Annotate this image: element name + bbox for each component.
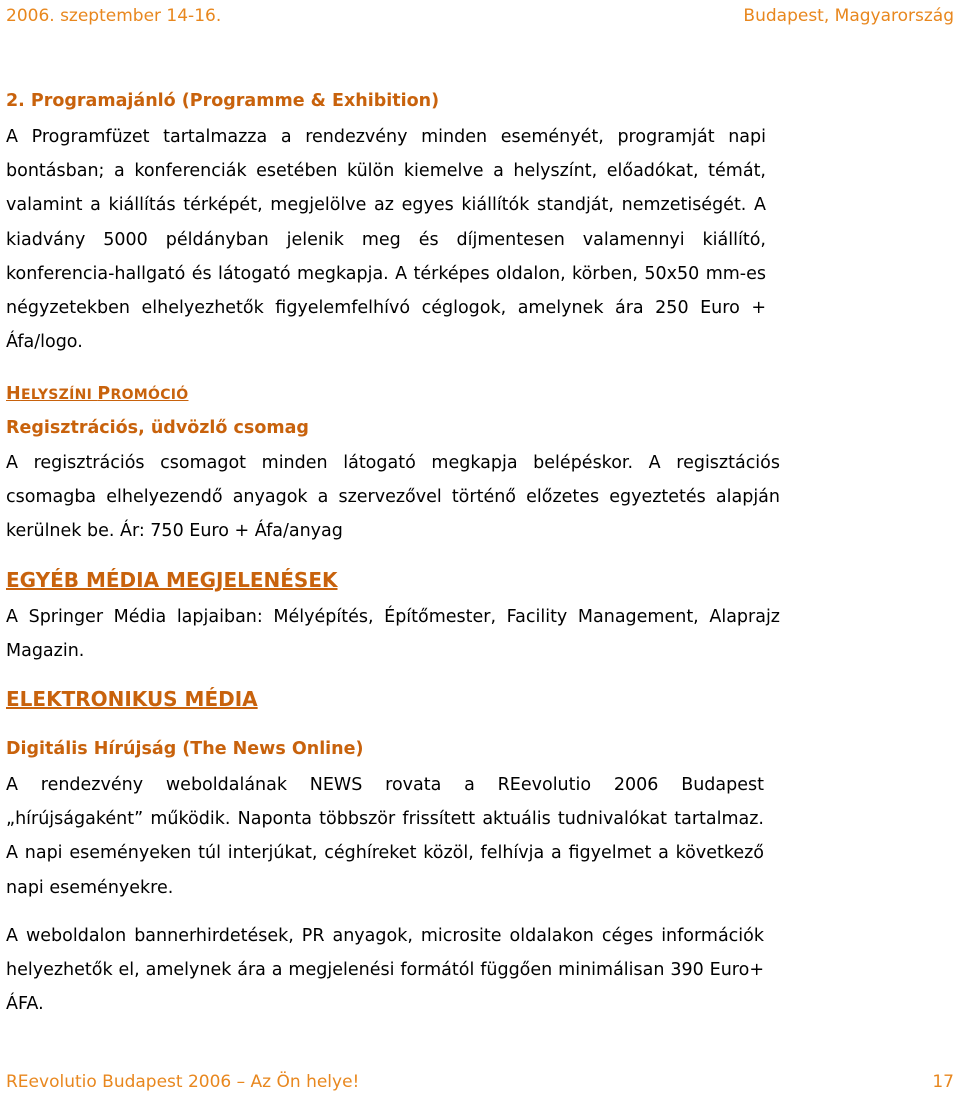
registration-package-paragraph: A regisztrációs csomagot minden látogató megkapja belépéskor. A regisztációs csomagba elhelyezendő anyagok a szervezővel történő előzetes egyeztetés alapján kerülnek be. Ár: 750 Euro + Áfa/anyag — [6, 453, 780, 542]
elektronikus-media-heading: ELEKTRONIKUS MÉDIA — [6, 687, 258, 711]
heading-rest-1: ELYSZÍNI — [20, 387, 98, 403]
page-number: 17 — [932, 1072, 954, 1092]
heading-rest-2: ROMÓCIÓ — [110, 387, 189, 403]
programme-section-title: 2. Programajánló (Programme & Exhibition) — [6, 91, 440, 111]
news-online-subheading: Digitális Hírújság (The News Online) — [6, 739, 364, 759]
header-date: 2006. szeptember 14-16. — [6, 6, 222, 26]
page-header — [6, 4, 954, 28]
egyeb-media-heading: EGYÉB MÉDIA MEGJELENÉSEK — [6, 568, 338, 592]
heading-cap-p: P — [97, 384, 111, 404]
page-footer — [6, 1070, 954, 1094]
news-online-paragraph: A rendezvény weboldalának NEWS rovata a REevolutio 2006 Budapest „hírújságaként” működik. Naponta többször frissített aktuális tudnivalókat tartalmaz. A napi eseményeken túl interjúkat, céghíreket közöl, felhívja a figyelmet a következő napi eseményekre. — [6, 775, 764, 898]
document-page — [6, 0, 954, 1097]
header-location: Budapest, Magyarország — [743, 6, 954, 26]
egyeb-media-paragraph: A Springer Média lapjaiban: Mélyépítés, Építőmester, Facility Management, Alaprajz Magazin. — [6, 607, 780, 662]
registration-package-subheading: Regisztrációs, üdvözlő csomag — [6, 418, 309, 438]
programme-paragraph: A Programfüzet tartalmazza a rendezvény minden eseményét, programját napi bontásban; a konferenciák esetében külön kiemelve a helyszínt, előadókat, témát, valamint a kiállítás térképét, megjelölve az egyes kiállítók standját, nemzetiségét. A kiadvány 5000 példányban jelenik meg és díjmentesen valamennyi kiállító, konferencia-hallgató és látogató megkapja. A térképes oldalon, körben, 50x50 mm-es négyzetekben elhelyezhetők figyelemfelhívó céglogok, amelynek ára 250 Euro + Áfa/logo. — [6, 127, 766, 353]
footer-slogan: REevolutio Budapest 2006 – Az Ön helye! — [6, 1072, 360, 1092]
heading-cap-h: H — [6, 384, 21, 404]
helyszini-promocio-heading — [6, 382, 954, 407]
banner-paragraph: A weboldalon bannerhirdetések, PR anyagok, microsite oldalakon céges információk helyezhetők el, amelynek ára a megjelenési formától függően minimálisan 390 Euro+ ÁFA. — [6, 926, 764, 1015]
